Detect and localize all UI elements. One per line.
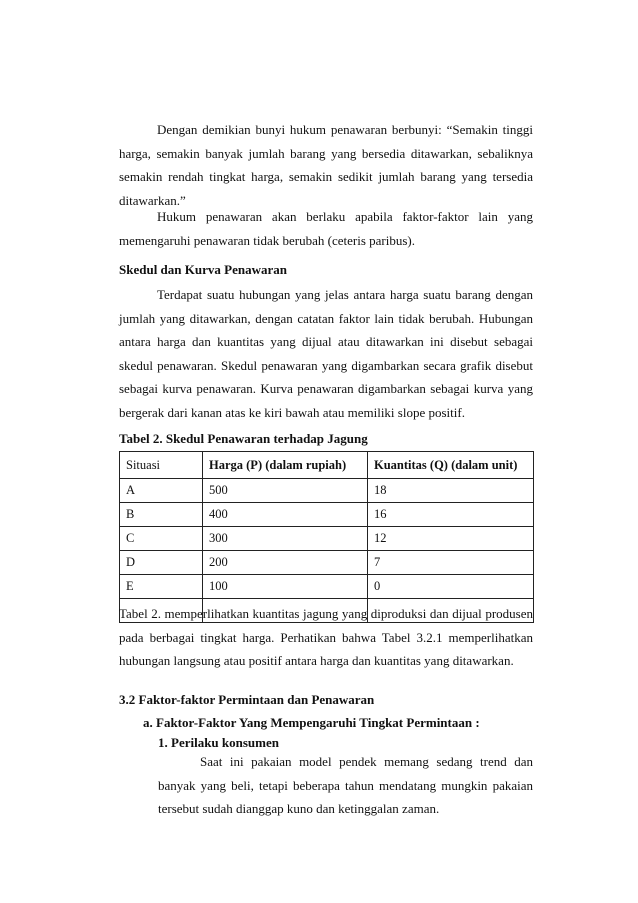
cell-situasi: C — [120, 527, 203, 551]
header-kuantitas: Kuantitas (Q) (dalam unit) — [368, 452, 534, 479]
paragraph-tabel-explanation: Tabel 2. memperlihatkan kuantitas jagung yang diproduksi dan dijual produsen pada berbagai tingkat harga. Perhatikan bahwa Tabel 3.2.1 memperlihatkan hubungan langsung atau positif antara harga dan kuantitas yang ditawarkan. — [119, 606, 533, 668]
cell-kuantitas: 12 — [368, 527, 534, 551]
paragraph-skedul-penawaran: Terdapat suatu hubungan yang jelas antara harga suatu barang dengan jumlah yang ditawarkan, dengan catatan faktor lain tidak berubah. Hubungan antara harga dan kuantitas yang dijual atau ditawarkan ini disebut sebagai skedul penawaran. Skedul penawaran yang digambarkan secara grafik disebut sebagai kurva penawaran. Kurva penawaran digambarkan sebagai kurva yang bergerak dari kanan atas ke kiri bawah atau memiliki slope positif. — [119, 287, 533, 420]
table-row — [120, 527, 534, 551]
cell-kuantitas: 7 — [368, 551, 534, 575]
table-header-row — [120, 452, 534, 479]
table-row — [120, 503, 534, 527]
cell-harga: 400 — [203, 503, 368, 527]
heading-skedul-kurva: Skedul dan Kurva Penawaran — [119, 262, 287, 277]
heading-faktor-permintaan: a. Faktor-Faktor Yang Mempengaruhi Tingkat Permintaan : — [143, 715, 480, 730]
cell-situasi: D — [120, 551, 203, 575]
cell-harga: 100 — [203, 575, 368, 599]
cell-situasi: E — [120, 575, 203, 599]
cell-harga: 500 — [203, 479, 368, 503]
cell-kuantitas: 18 — [368, 479, 534, 503]
cell-harga: 300 — [203, 527, 368, 551]
header-situasi: Situasi — [120, 452, 203, 479]
paragraph-perilaku-konsumen: Saat ini pakaian model pendek memang sedang trend dan banyak yang beli, tetapi beberapa tahun mendatang mungkin pakaian tersebut sudah dianggap kuno dan ketinggalan zaman. — [158, 754, 533, 816]
heading-perilaku-konsumen: 1. Perilaku konsumen — [158, 735, 279, 750]
table-title: Tabel 2. Skedul Penawaran terhadap Jagung — [119, 431, 368, 446]
cell-situasi: B — [120, 503, 203, 527]
cell-kuantitas: 0 — [368, 575, 534, 599]
table-row — [120, 479, 534, 503]
cell-kuantitas: 16 — [368, 503, 534, 527]
paragraph-ceteris-paribus: Hukum penawaran akan berlaku apabila faktor-faktor lain yang memengaruhi penawaran tidak berubah (ceteris paribus). — [119, 209, 533, 248]
table-row — [120, 575, 534, 599]
cell-harga: 200 — [203, 551, 368, 575]
supply-table — [119, 451, 534, 623]
heading-section-3-2: 3.2 Faktor-faktor Permintaan dan Penawaran — [119, 692, 375, 707]
table-row — [120, 551, 534, 575]
paragraph-hukum-penawaran: Dengan demikian bunyi hukum penawaran berbunyi: “Semakin tinggi harga, semakin banyak jumlah barang yang bersedia ditawarkan, sebaliknya semakin rendah tingkat harga, semakin sedikit jumlah barang yang tersedia ditawarkan.” — [119, 122, 533, 208]
header-harga: Harga (P) (dalam rupiah) — [203, 452, 368, 479]
cell-situasi: A — [120, 479, 203, 503]
